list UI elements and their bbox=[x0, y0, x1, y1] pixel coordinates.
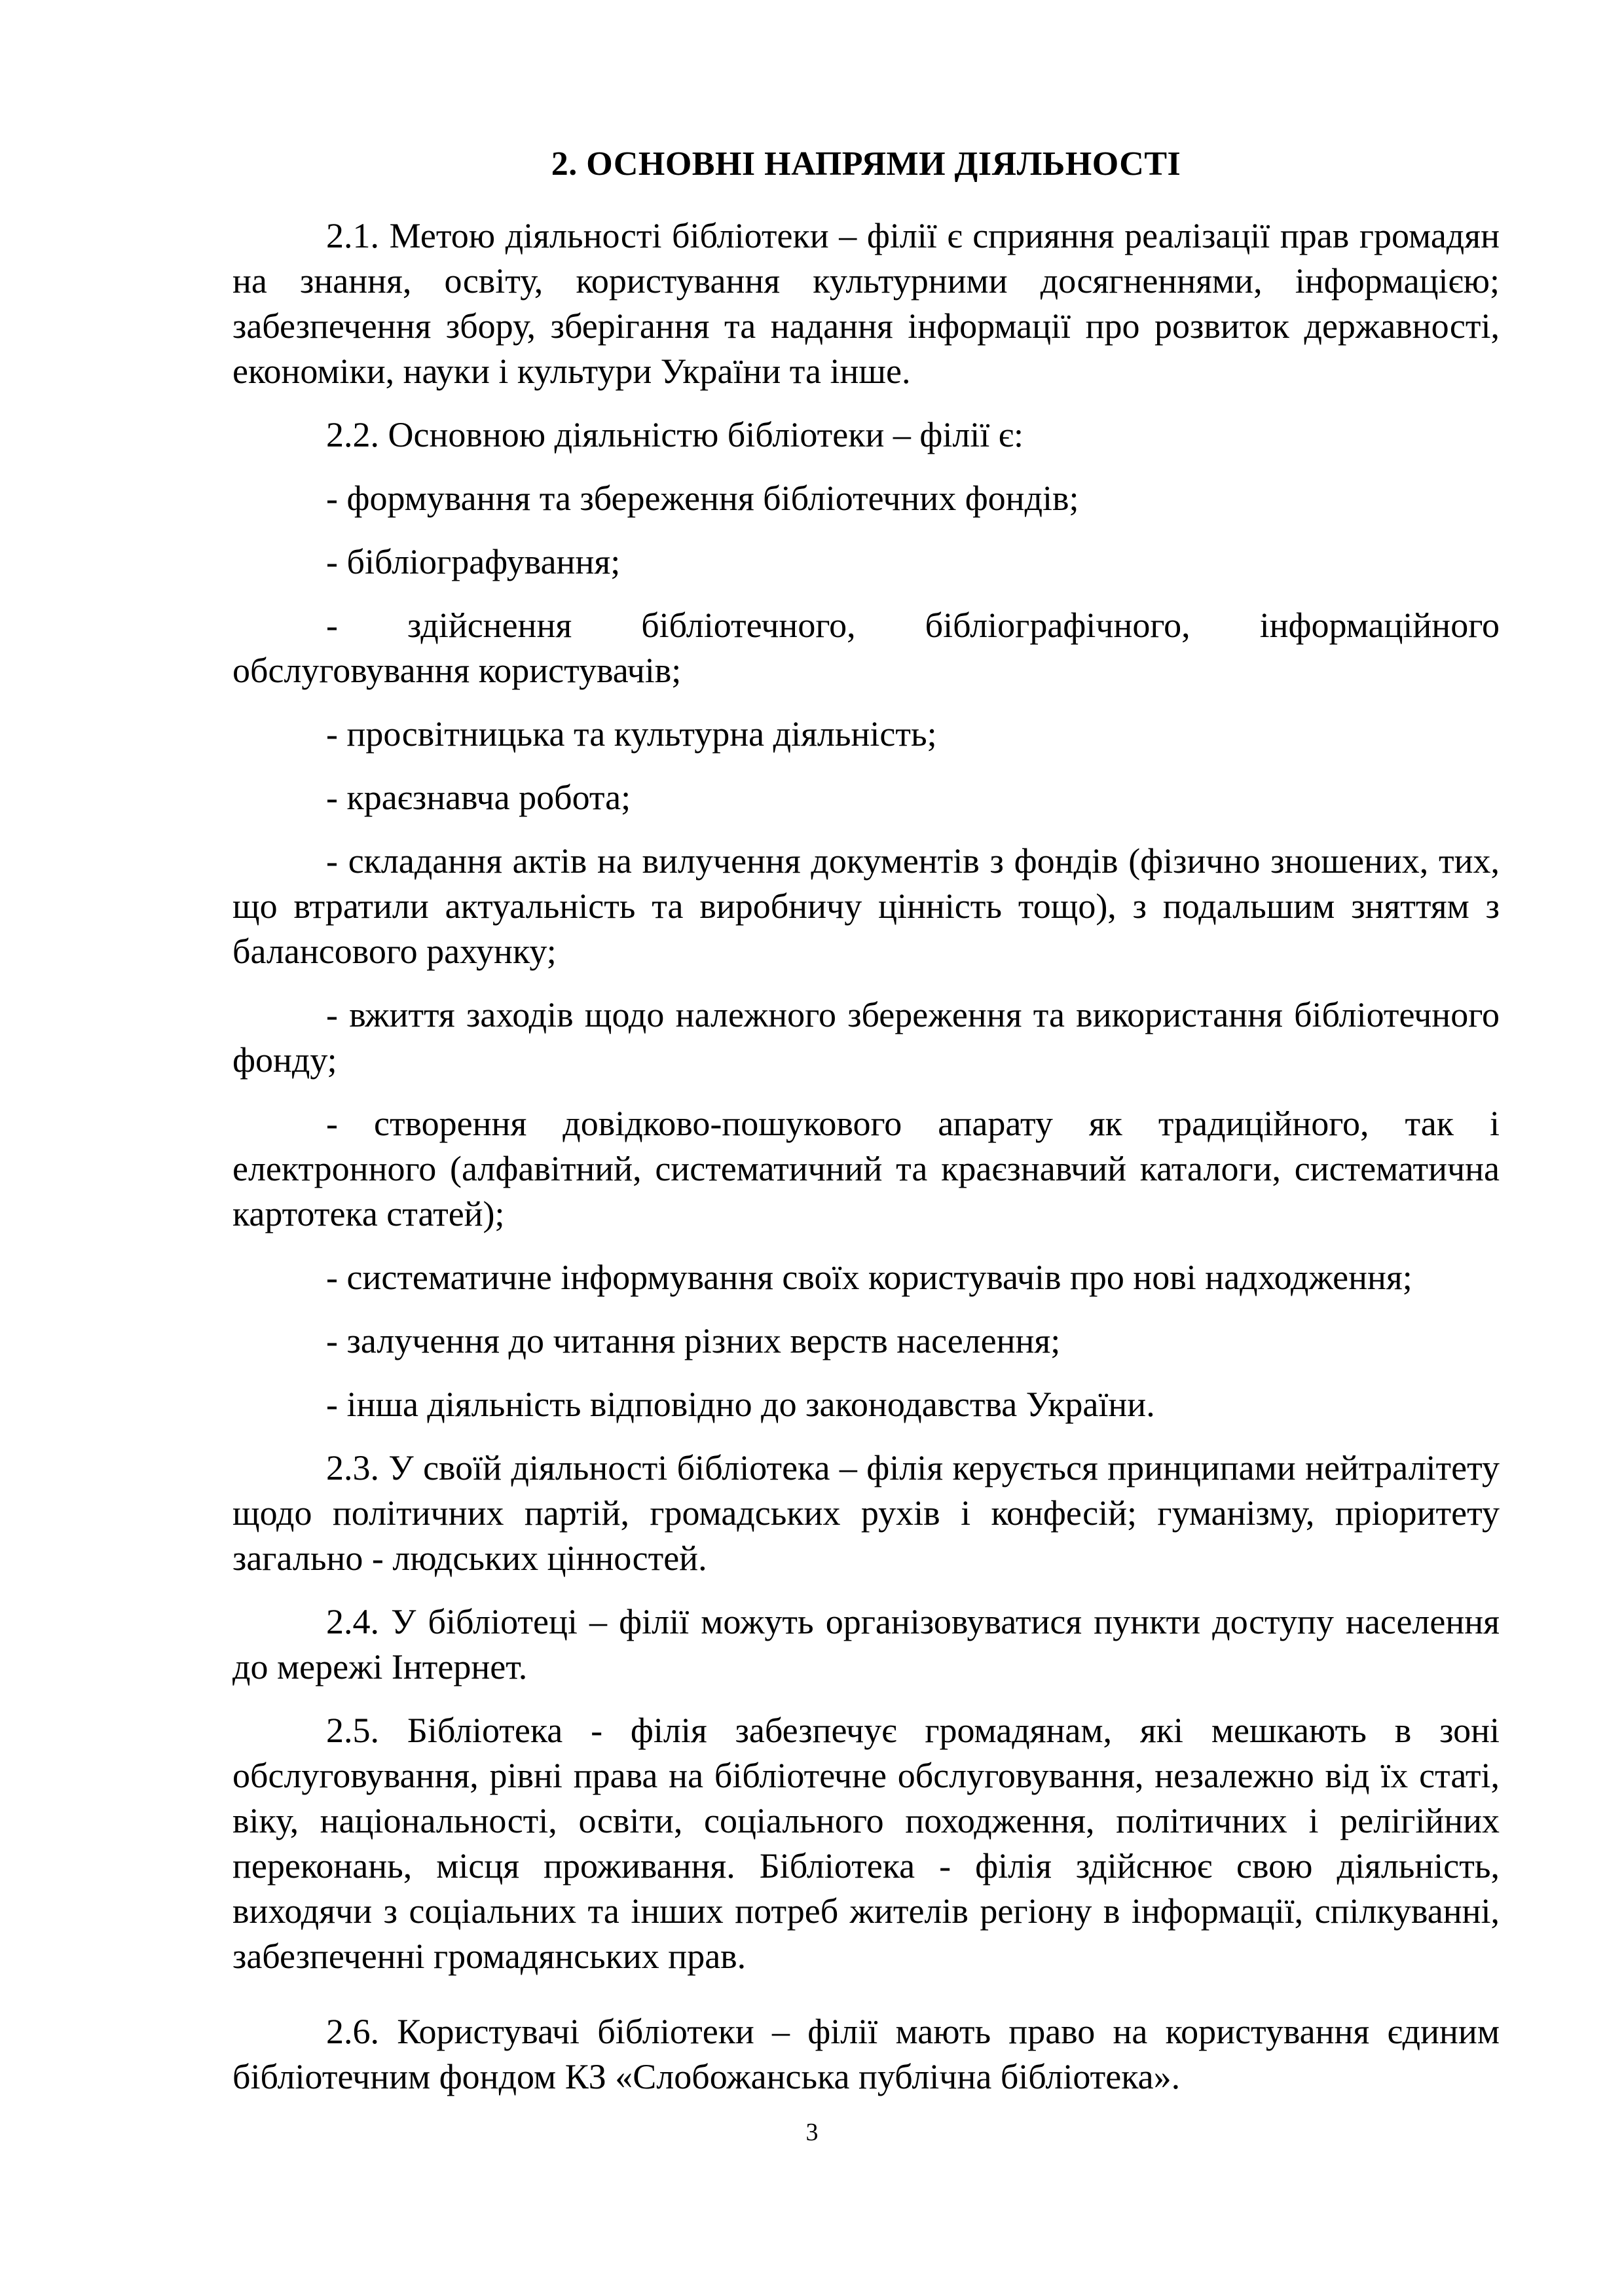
page-number: 3 bbox=[805, 2119, 819, 2146]
list-item-bibliography: - бібліографування; bbox=[326, 542, 621, 582]
section-title: 2. ОСНОВНІ НАПРЯМИ ДІЯЛЬНОСТІ bbox=[551, 145, 1181, 183]
list-item-fund-formation: - формування та збереження бібліотечних фондів; bbox=[326, 479, 1079, 519]
list-item-other-activity: - інша діяльність відповідно до законодавства України. bbox=[326, 1385, 1155, 1425]
paragraph-2-3: 2.3. У своїй діяльності бібліотека – філія керується принципами нейтралітету щодо політичних партій, громадських рухів і конфесій; гуманізму, пріоритету загально - людських цінностей. bbox=[232, 1448, 1500, 1578]
paragraph-2-2: 2.2. Основною діяльністю бібліотеки – філії є: bbox=[326, 415, 1024, 455]
list-item-local-history: - краєзнавча робота; bbox=[326, 778, 631, 818]
paragraph-2-5: 2.5. Бібліотека - філія забезпечує громадянам, які мешкають в зоні обслуговування, рівні права на бібліотечне обслуговування, незалежно від їх статі, віку, національності, освіти, соціального походження, політичних і релігійних переконань, місця проживання. Бібліотека - філія здійснює свою діяльність, виходячи з соціальних та інших потреб жителів регіону в інформації, спілкуванні, забезпеченні громадянських прав. bbox=[232, 1711, 1500, 1977]
list-item-cultural-activity: - просвітницька та культурна діяльність; bbox=[326, 714, 937, 754]
list-item-user-service: - здійснення бібліотечного, бібліографічного, інформаційного обслуговування користувачів; bbox=[232, 606, 1500, 691]
list-item-reference-apparatus: - створення довідково-пошукового апарату як традиційного, так і електронного (алфавітний, систематичний та краєзнавчий каталоги, систематична картотека статей); bbox=[232, 1104, 1500, 1234]
list-item-new-arrivals-info: - систематичне інформування своїх користувачів про нові надходження; bbox=[326, 1258, 1412, 1298]
paragraph-2-1: 2.1. Метою діяльності бібліотеки – філії є сприяння реалізації прав громадян на знання, освіту, користування культурними досягненнями, інформацією; забезпечення збору, зберігання та надання інформації про розвиток державності, економіки, науки і культури України та інше. bbox=[232, 216, 1500, 392]
paragraph-2-6: 2.6. Користувачі бібліотеки – філії мають право на користування єдиним бібліотечним фондом КЗ «Слобожанська публічна бібліотека». bbox=[232, 2012, 1500, 2097]
list-item-reading-engagement: - залучення до читання різних верств населення; bbox=[326, 1321, 1061, 1361]
paragraph-2-4: 2.4. У бібліотеці – філії можуть організовуватися пункти доступу населення до мережі Інтернет. bbox=[232, 1602, 1500, 1687]
list-item-fund-preservation: - вжиття заходів щодо належного збереження та використання бібліотечного фонду; bbox=[232, 995, 1500, 1080]
list-item-writeoff-acts: - складання актів на вилучення документів з фондів (фізично зношених, тих, що втратили актуальність та виробничу цінність тощо), з подальшим зняттям з балансового рахунку; bbox=[232, 841, 1500, 972]
page-content bbox=[232, 144, 1500, 2118]
